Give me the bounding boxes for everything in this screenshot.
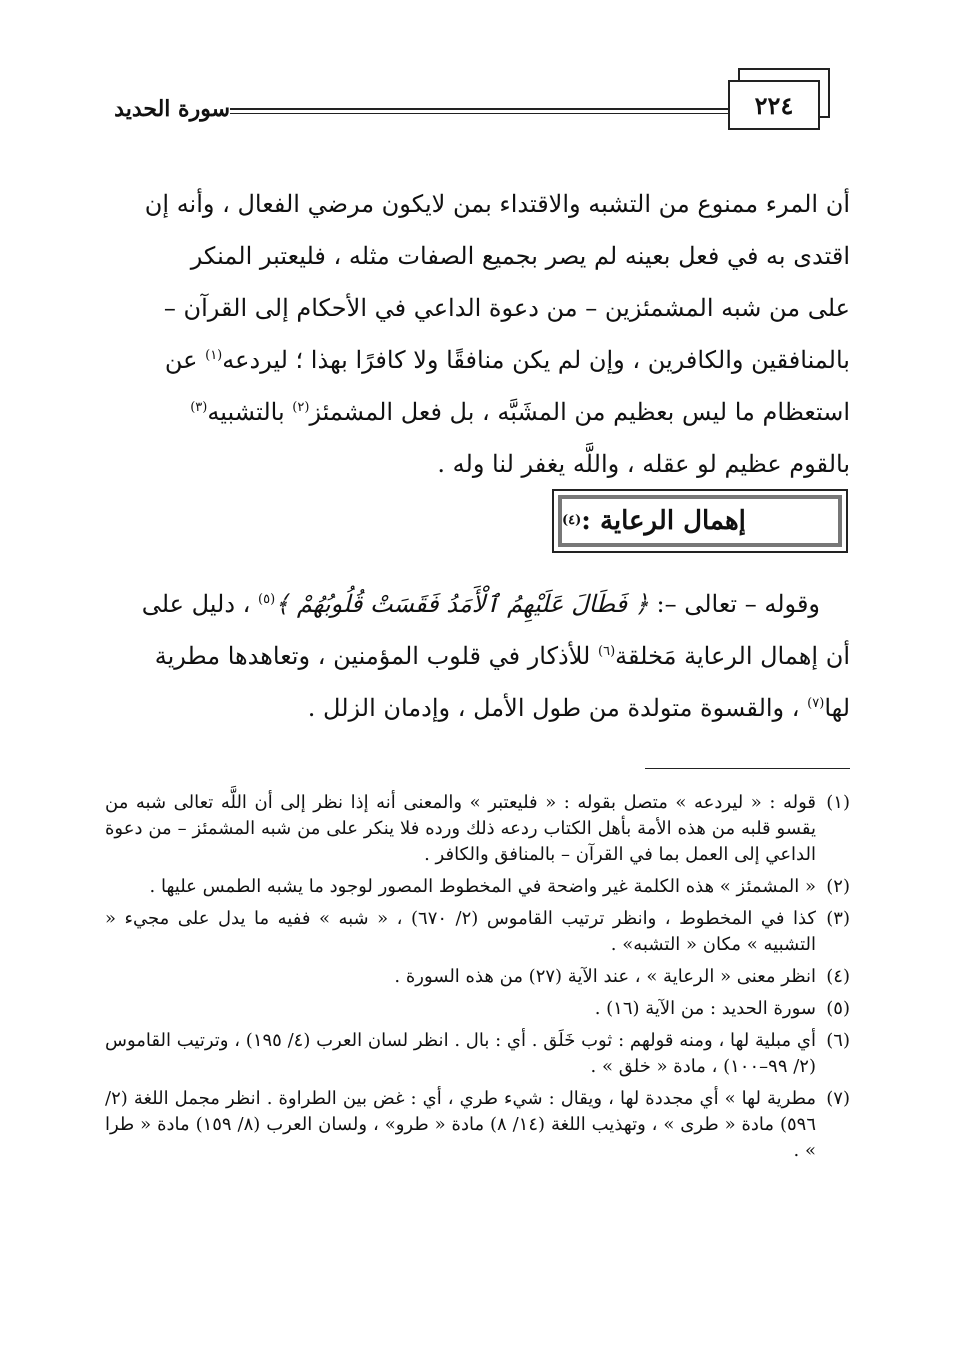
footnote-ref: (٥): [258, 592, 276, 607]
footnote-number: (١): [826, 792, 850, 813]
quran-verse: ﴿ فَطَالَ عَلَيْهِمُ ٱلْأَمَدُ فَقَسَتْ قُلُوبُهُمْ ﴾: [275, 590, 649, 618]
section-heading: إهمال الرعاية : (٤): [558, 495, 842, 547]
footnote-number: (٧): [826, 1088, 850, 1109]
footnote-ref: (٢): [292, 400, 310, 415]
footnote-number: (٢): [826, 876, 850, 897]
footnote: [105, 964, 850, 990]
text-line: اقتدى به في فعل بعينه لم يصر بجميع الصفات مثله ، فليعتبر المنكر: [190, 242, 850, 270]
footnote-ref: (٧): [807, 696, 825, 711]
footnote-text: انظر معنى « الرعاية » ، عند الآية (٢٧) من هذه السورة .: [394, 966, 816, 987]
footnote-number: (٤): [826, 966, 850, 987]
text-line: على من شبه المشمئزين – من دعوة الداعي في الأحكام إلى القرآن –: [163, 294, 850, 322]
footnote-ref: (٦): [598, 644, 616, 659]
footnotes: [105, 790, 850, 1170]
main-paragraph: [105, 178, 850, 490]
text-line: بالمنافقين والكافرين ، وإن لم يكن منافقًا ولا كافرًا بهذا ؛ ليردعه$^{(١)}$ عن: [164, 346, 850, 374]
footnote-text: « المشمئز » هذه الكلمة غير واضحة في المخطوط المصور لوجود ما يشبه الطمس عليها .: [149, 876, 816, 897]
footnote-number: (٦): [826, 1030, 850, 1051]
footnote: [105, 1028, 850, 1080]
footnote-number: (٥): [826, 998, 850, 1019]
running-head-surah-title: سورة الحديد: [114, 96, 230, 122]
footnote-text: أي مبلية لها ، ومنه قولهم : ثوب خَلَق . أي : بال . انظر لسان العرب (٤/ ١٩٥) ، وترتيب القاموس (٢/ ٩٩–١٠٠) ، مادة « خلق » .: [105, 1030, 816, 1077]
second-paragraph: [105, 578, 850, 734]
text-line: وقوله – تعالى –: ﴿ فَطَالَ عَلَيْهِمُ ٱلْأَمَدُ فَقَسَتْ قُلُوبُهُمْ ﴾$^{(٥)}$ ، دليل على: [141, 590, 820, 618]
footnote-text: كذا في المخطوط ، وانظر ترتيب القاموس (٢/ ٦٧٠) ، « شبه » ففيه ما يدل على مجيء « التشبيه » مكان « التشبه» .: [105, 908, 816, 955]
header-rule-thin: [230, 113, 728, 114]
footnote: [105, 874, 850, 900]
page-number: ٢٢٤: [728, 80, 820, 130]
footnote: [105, 1086, 850, 1164]
footnote-ref: (٣): [190, 400, 208, 415]
header-rule: [230, 108, 728, 110]
text-line: أن المرء ممنوع من التشبه والاقتداء بمن لايكون مرضي الفعال ، وأنه إن: [144, 190, 850, 218]
text-line: بالقوم عظيم لو عقله ، واللَّه يغفر لنا وله .: [437, 450, 850, 478]
footnote: [105, 790, 850, 868]
footnote-text: قوله : « ليردعه » متصل بقوله : « فليعتبر » والمعنى أنه إذا نظر إلى أن اللَّه تعالى شبه من يقسو قلبه من هذه الأمة بأهل الكتاب ردعه ذلك ورده فلا ينكر على من شبه المشمئز – من دعوة الداعي إلى العمل بما في القرآن – بالمنافق والكافر .: [105, 792, 816, 865]
footnote-ref: (١): [205, 348, 223, 363]
section-heading-title: إهمال الرعاية :: [581, 506, 746, 536]
footnote: [105, 906, 850, 958]
footnote: [105, 996, 850, 1022]
text-line: أن إهمال الرعاية مَخلقة$^{(٦)}$ للأذكار في قلوب المؤمنين ، وتعاهدها مطرية: [154, 642, 850, 670]
section-heading-frame: [552, 489, 848, 553]
footnote-separator: [645, 768, 850, 769]
text-line: لها$^{(٧)}$ ، والقسوة متولدة من طول الأمل ، وإدمان الزلل .: [307, 694, 850, 722]
text-line: استعظام ما ليس بعظيم من المشَبَّه ، بل فعل المشمئز$^{(٢)}$ بالتشبيه$^{(٣)}$: [190, 398, 850, 426]
footnote-number: (٣): [826, 908, 850, 929]
footnote-text: مطرية لها » أي مجددة لها ، ويقال : شيء طري ، أي : غض بين الطراوة . انظر مجمل اللغة (٢/ ٥٩٦) مادة « طرى » ، وتهذيب اللغة (١٤/ ٨) مادة « طرو» ، ولسان العرب (٨/ ١٥٩) مادة « طرا » .: [105, 1088, 817, 1161]
footnote-text: سورة الحديد : من الآية (١٦) .: [594, 998, 816, 1019]
